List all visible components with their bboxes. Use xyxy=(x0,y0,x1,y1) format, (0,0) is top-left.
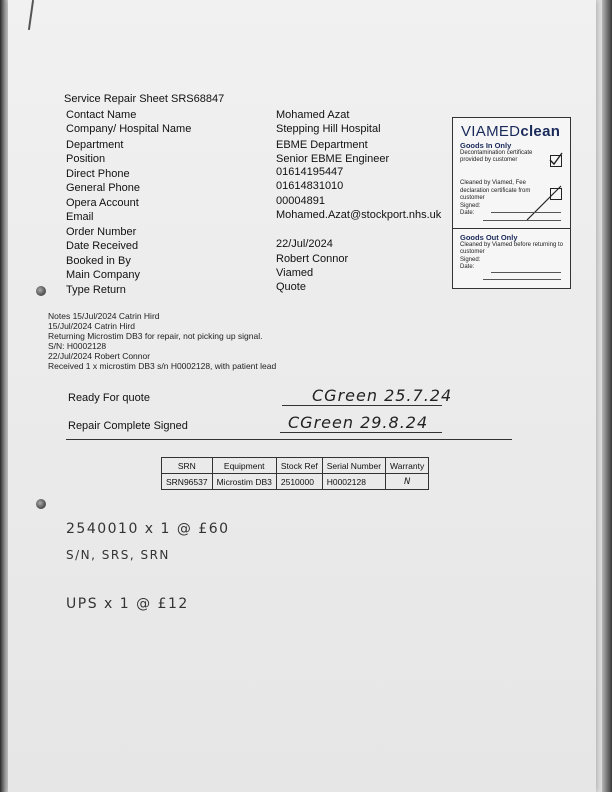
field-label: Position xyxy=(66,153,106,165)
section-divider xyxy=(66,439,512,440)
field-label: Opera Account xyxy=(66,197,139,209)
field-label: Booked in By xyxy=(66,255,131,267)
field-label: Direct Phone xyxy=(66,168,130,180)
viamed-clean-badge xyxy=(452,117,571,289)
punch-hole-icon xyxy=(36,499,46,509)
field-value: 01614195447 xyxy=(276,166,344,178)
table-row: SRN96537 Microstim DB3 2510000 H0002128 N xyxy=(162,474,429,490)
goods-in-section: Goods In Only Decontamination certificate provided by customer xyxy=(460,141,533,163)
cleaned-section: Cleaned by Viamed, Fee declaration certificate from customer Signed: Date: xyxy=(460,180,531,216)
field-value: Robert Connor xyxy=(276,253,349,265)
strike-mark-icon xyxy=(525,184,565,224)
field-value: 00004891 xyxy=(276,195,325,207)
field-value: Senior EBME Engineer xyxy=(276,153,390,165)
field-value: Mohamed.Azat@stockport.nhs.uk xyxy=(276,209,442,221)
field-value: 22/Jul/2024 xyxy=(276,238,333,250)
field-value: 01614831010 xyxy=(276,180,344,192)
field-label: Department xyxy=(66,139,124,151)
field-value: EBME Department xyxy=(276,139,368,151)
field-label: Company/ Hospital Name xyxy=(66,123,192,135)
sheet-title: Service Repair Sheet SRS68847 xyxy=(64,93,225,105)
viamed-clean-logo: VIAMEDclean xyxy=(461,123,561,140)
complete-signature: CGreen 29.8.24 xyxy=(288,413,429,432)
field-label: Date Received xyxy=(66,240,139,252)
ready-signature: CGreen 25.7.24 xyxy=(312,386,453,405)
handwritten-line-1: 2540010 x 1 @ £60 xyxy=(66,521,230,537)
field-value: Mohamed Azat xyxy=(276,109,350,121)
handwritten-line-3: UPS x 1 @ £12 xyxy=(66,596,189,612)
field-label: Contact Name xyxy=(66,109,137,121)
field-value: Quote xyxy=(276,281,306,293)
handwritten-line-2: S/N, SRS, SRN xyxy=(66,548,170,562)
equipment-table xyxy=(161,457,429,490)
table-header-row: SRN Equipment Stock Ref Serial Number Warranty xyxy=(162,458,429,474)
field-label: Order Number xyxy=(66,226,137,238)
tick-mark-icon xyxy=(548,151,564,167)
punch-hole-icon xyxy=(36,286,46,296)
field-value: Viamed xyxy=(276,267,314,279)
ready-for-quote-label: Ready For quote xyxy=(68,392,150,404)
repair-complete-label: Repair Complete Signed xyxy=(68,420,188,432)
goods-out-section: Goods Out Only Cleaned by Viamed before returning to customer Signed: Date: xyxy=(460,233,563,270)
field-label: Type Return xyxy=(66,284,126,296)
field-label: Main Company xyxy=(66,269,140,281)
field-label: Email xyxy=(66,211,94,223)
field-label: General Phone xyxy=(66,182,140,194)
repair-notes: Notes 15/Jul/2024 Catrin Hird 15/Jul/2024 Catrin Hird Returning Microstim DB3 for repair, not picking up signal. S/N: H0002128 22/Jul/2024 Robert Connor Received 1 x microstim DB3 s/n H0002128, with patient lead xyxy=(48,311,277,371)
field-value: Stepping Hill Hospital xyxy=(276,123,381,135)
